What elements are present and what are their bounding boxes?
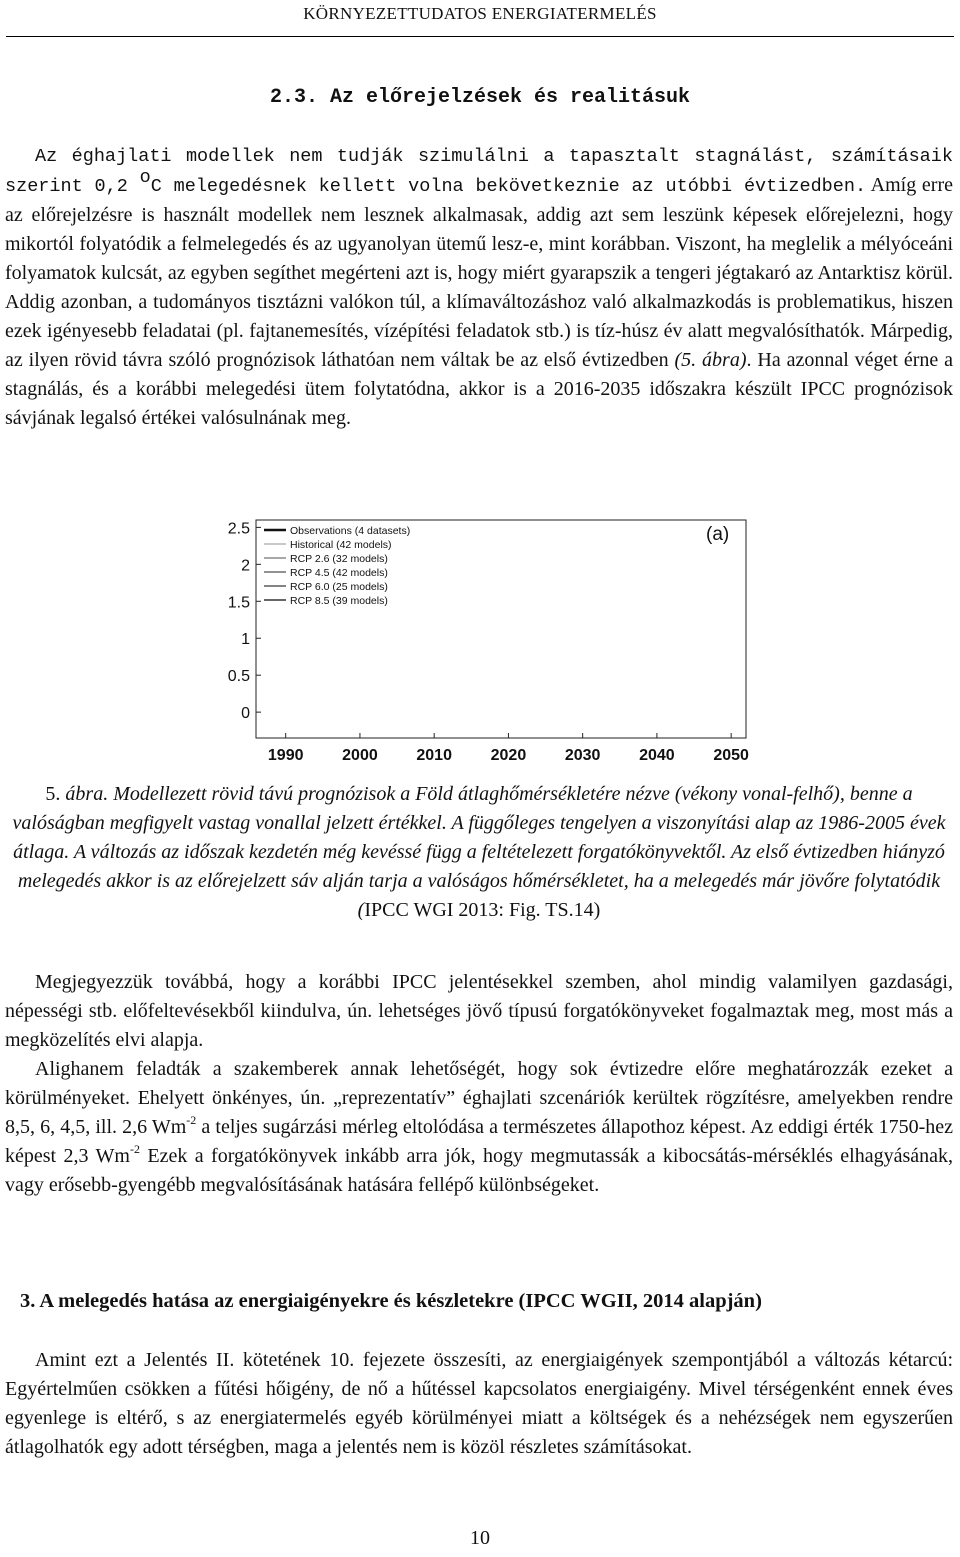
y-tick-label: 0 — [241, 705, 250, 723]
section-title: 2.3. Az előrejelzések és realitásuk — [269, 86, 691, 109]
y-tick-label: 0.5 — [227, 668, 250, 686]
legend-entry: RCP 4.5 (42 models) — [290, 567, 388, 579]
y-tick-label: 1.5 — [227, 594, 250, 612]
header-rule — [6, 36, 954, 37]
para1-part-d: . Ha azonnal véget érne a stagnálás, és a korábbi melegedési ütem folytatódna, akkor is a 2016-2035 időszakra készült IPCC prognózisok sávjának legalsó értékei valósulnának meg. — [5, 349, 953, 429]
para3-text: Amint ezt a Jelentés II. kötetének 10. fejezete összesíti, az energiaigények szempontjából a változás kétarcú: Egyértelműen csökken a fűtési hőigény, de nő a hűtéssel kapcsolatos energiaigény. Mivel térségenként ennek éves egyenlege is eltérő, s az energiatermelés egyéb körülményei miatt a költségek és a nehézségek nem egyszerűen átlagolhatók egy adott térségben, maga a jelentés nem is közöl részletes számításokat. — [5, 1349, 953, 1458]
section-3-heading: 3. A melegedés hatása az energiaigényekre és készletekre (IPCC WGII, 2014 alapján) — [20, 1290, 762, 1312]
caption-reference: IPCC WGI 2013: Fig. TS.14) — [364, 899, 601, 921]
legend-entry: Historical (42 models) — [290, 539, 392, 551]
wm-sup-2: -2 — [129, 1142, 140, 1157]
running-header: KÖRNYEZETTUDATOS ENERGIATERMELÉS — [303, 4, 657, 23]
paragraph-2 — [5, 968, 953, 1200]
paragraph-3 — [5, 1346, 953, 1462]
temperature-projection-chart — [210, 512, 760, 774]
caption-label: ábra. — [65, 783, 109, 805]
y-tick-label: 2.5 — [227, 520, 250, 538]
degree-sup: o — [139, 167, 151, 189]
para1-part-c: Amíg erre az előrejelzésre is használt modellek nem lesznek alkalmasak, addig azt sem leszünk képesek előrejelezni, hogy mikortól folyatódik a felmelegedés és az ugyanolyan ütemű lesz-e, mint korábban. Viszont, ha meglelik a mélyóceáni folyamatok kulcsát, az egyben segíthet megérteni azt is, hogy miért gyarapszik a tengeri jégtakaró az Antarktisz körül. Addig azonban, a tudományos tisztázni valókon túl, a klímaváltozáshoz való alkalmazkodás is problematikus, hiszen ezek igényesebb feladatai (pl. fajtanemesítés, vízépítési feladatok stb.) is tíz-húsz év alatt megvalósíthatók. Márpedig, az ilyen rövid távra szóló prognózisok láthatóan nem váltak be az első évtizedben — [5, 174, 953, 371]
wm-sup-1: -2 — [186, 1113, 197, 1128]
x-tick-label: 2020 — [490, 747, 527, 764]
x-tick-label: 2040 — [639, 747, 675, 764]
panel-label: (a) — [706, 524, 730, 545]
legend-entry: RCP 8.5 (39 models) — [290, 595, 388, 607]
legend-entry: RCP 2.6 (32 models) — [290, 553, 388, 565]
x-tick-label: 2010 — [416, 747, 452, 764]
figure-caption — [5, 780, 953, 925]
caption-text: Modellezett rövid távú prognózisok a Föld átlaghőmérsékletére nézve (vékony vonal-felhő), benne a valóságban megfigyelt vastag vonallal jelzett értékkel. A függőleges tengelyen a viszonyítási alap az 1986-2005 évek átlaga. A változás az időszak kezdetén még kevéssé függ a feltételezett forgatókönyvektől. Az első évtizedben hiányzó melegedés akkor is az előrejelzett sáv alján tarja a valóságos hőmérsékletet, ha a melegedés már jövőre folytatódik ( — [12, 783, 946, 921]
figure-reference: (5. ábra) — [674, 349, 747, 371]
para2-part-c: Ezek a forgatókönyvek inkább arra jók, hogy megmutassák a kibocsátás-mérséklés elhagyásának, vagy erősebb-gyengébb megvalósításának hatására fellépő különbségeket. — [5, 1145, 954, 1196]
y-tick-label: 1 — [241, 631, 250, 649]
x-tick-label: 2030 — [564, 747, 601, 764]
caption-number: 5. — [45, 783, 66, 805]
page-number: 10 — [470, 1527, 490, 1549]
x-tick-label: 2050 — [713, 747, 749, 764]
x-tick-label: 1990 — [267, 747, 304, 764]
chart-svg — [210, 512, 760, 774]
legend-entry: Observations (4 datasets) — [290, 525, 411, 537]
para2-sentence-1: Megjegyezzük továbbá, hogy a korábbi IPCC jelentésekkel szemben, ahol mindig valamilyen gazdasági, népességi stb. előfeltevésekből kiindulva, ún. lehetséges jövő típusú forgatókönyveket fogalmaztak meg, most más a megközelítés elvi alapja. — [5, 971, 953, 1051]
paragraph-1 — [5, 141, 953, 433]
para2-part-b: a teljes sugárzási mérleg eltolódása a természetes állapothoz képest. Az eddigi érték 1750-hez képest 2,3 Wm — [5, 1116, 953, 1167]
x-tick-label: 2000 — [342, 747, 378, 764]
y-tick-label: 2 — [241, 557, 250, 575]
legend-entry: RCP 6.0 (25 models) — [290, 581, 388, 593]
para1-part-a: Az éghajlati modellek nem tudják szimulálni a tapasztalt stagnálást, számításaik szerint 0,2 — [5, 146, 953, 197]
para2-part-a: Alighanem feladták a szakemberek annak lehetőségét, hogy sok évtizedre előre meghatározzák ezeket a körülményeket. Ehelyett önkényes, ún. „reprezentatív” éghajlati szcenáriók kerültek rögzítésre, amelyekben rendre 8,5, 6, 4,5, ill. 2,6 Wm — [5, 1058, 953, 1138]
para1-part-b: C melegedésnek kellett volna bekövetkeznie az utóbbi évtizedben. — [150, 176, 867, 197]
